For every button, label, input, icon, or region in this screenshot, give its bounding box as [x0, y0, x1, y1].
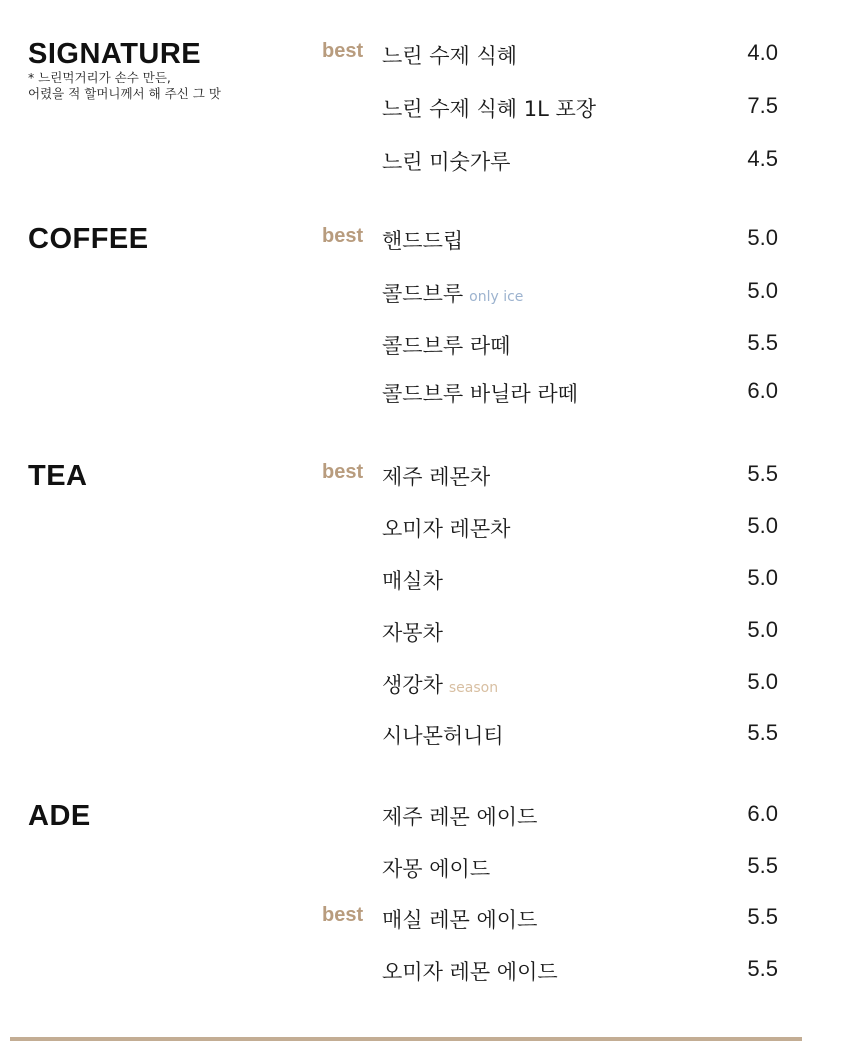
item-name-text: 콜드브루	[382, 282, 464, 306]
menu-item	[0, 513, 855, 553]
item-price: 5.5	[747, 720, 778, 745]
item-name	[382, 669, 498, 699]
item-name-text: 생강차	[382, 673, 443, 697]
menu-item	[0, 225, 855, 265]
item-price: 5.0	[747, 278, 778, 303]
menu-item	[0, 461, 855, 501]
menu-item	[0, 956, 855, 996]
item-price: 5.5	[747, 853, 778, 878]
menu-item	[0, 93, 855, 133]
item-name: 자몽 에이드	[382, 857, 491, 881]
signature-note-line-1: * 느린먹거리가 손수 만든,	[28, 70, 171, 85]
best-badge: best	[322, 461, 364, 483]
item-name: 핸드드립	[382, 229, 464, 253]
item-price: 5.0	[747, 513, 778, 538]
menu-item	[0, 617, 855, 657]
menu-item	[0, 146, 855, 186]
item-price: 5.0	[747, 565, 778, 590]
category-title-tea: TEA	[28, 460, 88, 492]
item-price: 7.5	[747, 93, 778, 118]
menu-item	[0, 565, 855, 605]
item-price: 4.0	[747, 40, 778, 65]
signature-note-line-2: 어렸을 적 할머니께서 해 주신 그 맛	[28, 86, 221, 101]
menu-item	[0, 330, 855, 370]
season-tag: season	[448, 680, 499, 696]
category-title-coffee: COFFEE	[28, 223, 149, 255]
bottom-divider	[10, 1037, 802, 1041]
item-price: 5.5	[747, 461, 778, 486]
menu-item	[0, 278, 855, 318]
best-badge: best	[322, 225, 364, 247]
only-ice-tag: only ice	[469, 289, 524, 305]
item-name: 매실차	[382, 569, 443, 593]
menu-item	[0, 40, 855, 80]
item-name: 콜드브루 라떼	[382, 334, 511, 358]
item-price: 5.5	[747, 330, 778, 355]
menu-item	[0, 720, 855, 760]
item-price: 5.5	[747, 904, 778, 929]
item-name: 제주 레몬 에이드	[382, 805, 538, 829]
item-name: 제주 레몬차	[382, 465, 491, 489]
item-price: 5.0	[747, 669, 778, 694]
item-name: 느린 수제 식혜	[382, 44, 518, 68]
item-name: 느린 미숫가루	[382, 150, 511, 174]
item-price: 6.0	[747, 801, 778, 826]
best-badge: best	[322, 904, 364, 926]
item-name	[382, 278, 523, 308]
item-price: 5.5	[747, 956, 778, 981]
menu-item	[0, 904, 855, 944]
item-price: 6.0	[747, 378, 778, 403]
item-name: 매실 레몬 에이드	[382, 908, 538, 932]
category-title-signature: SIGNATURE	[28, 38, 202, 70]
best-badge: best	[322, 40, 364, 62]
item-name: 자몽차	[382, 621, 443, 645]
item-price: 4.5	[747, 146, 778, 171]
menu-item	[0, 801, 855, 841]
menu-item	[0, 853, 855, 893]
item-price: 5.0	[747, 225, 778, 250]
item-name: 느린 수제 식혜 1L 포장	[382, 97, 597, 121]
category-title-ade: ADE	[28, 800, 91, 832]
menu-item	[0, 669, 855, 709]
item-price: 5.0	[747, 617, 778, 642]
item-name: 오미자 레몬차	[382, 517, 511, 541]
menu-item	[0, 378, 855, 418]
item-name: 시나몬허니티	[382, 724, 504, 748]
item-name: 콜드브루 바닐라 라떼	[382, 382, 578, 406]
item-name: 오미자 레몬 에이드	[382, 960, 558, 984]
